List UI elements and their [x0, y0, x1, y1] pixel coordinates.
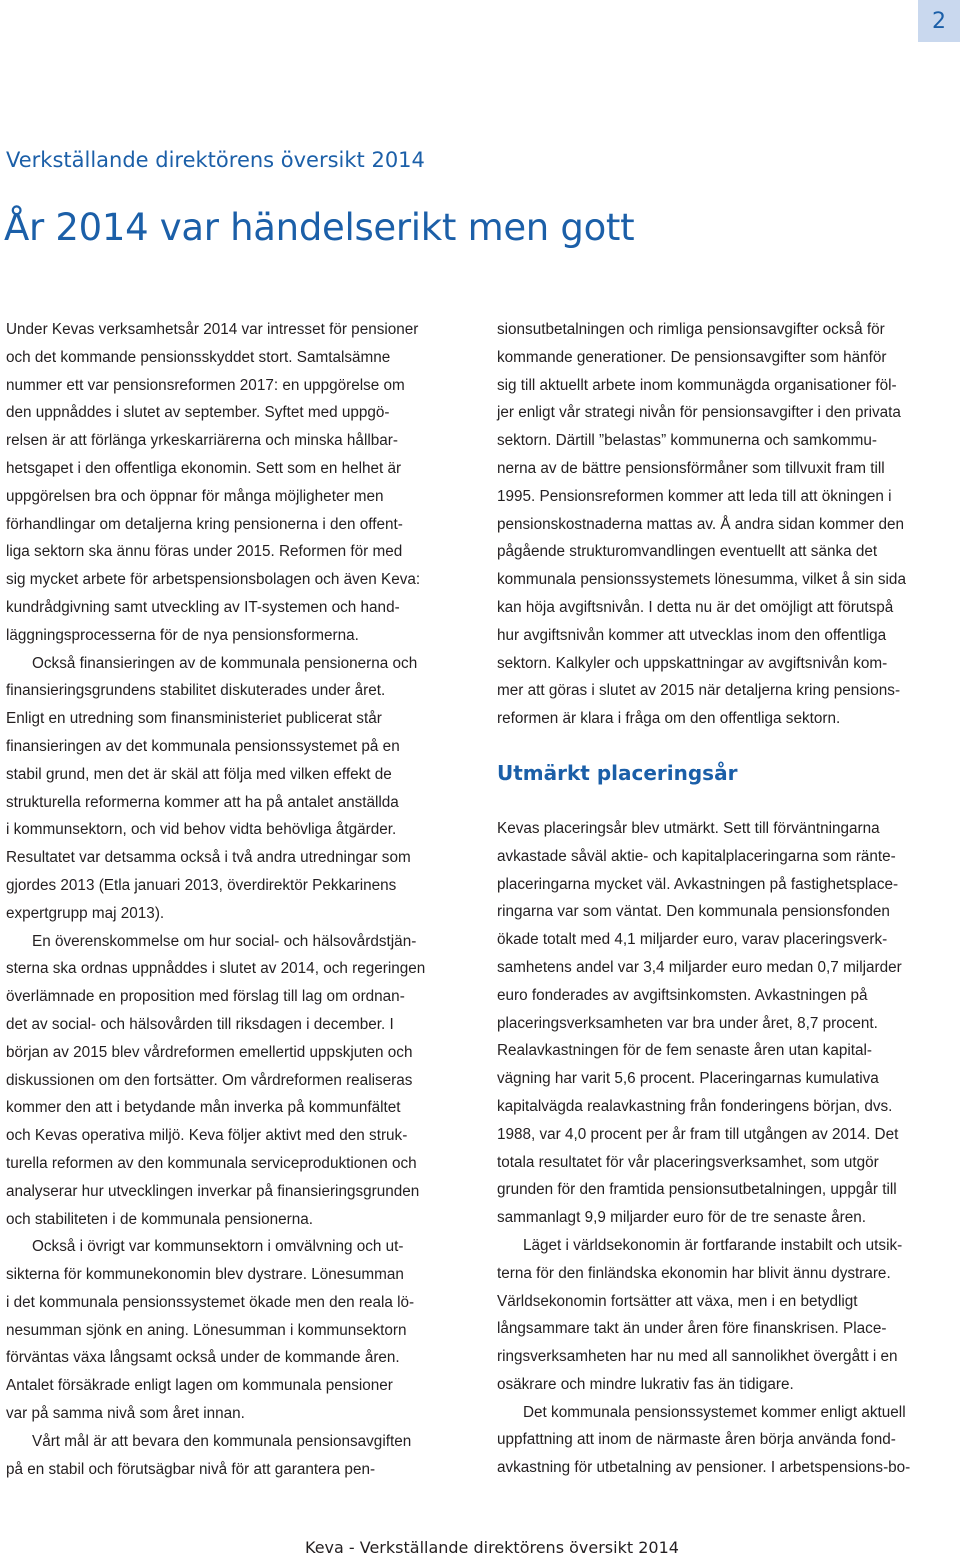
right-column-top-text: [497, 316, 955, 733]
text-line: euro fonderades av avgiftsinkomsten. Avkastningen på: [497, 986, 868, 1004]
section-title: Verkställande direktörens översikt 2014: [6, 148, 425, 172]
text-line: 1988, var 4,0 procent per år fram till utgången av 2014. Det: [497, 1125, 899, 1143]
text-line: på en stabil och förutsägbar nivå för att garantera pen-: [6, 1460, 376, 1478]
text-line: överlämnade en proposition med förslag till lag om ordnan-: [6, 988, 405, 1006]
text-line: förhandlingar om detaljerna kring pensionerna i den offent-: [6, 515, 403, 533]
text-line: kundrådgivning samt utveckling av IT-systemen och hand-: [6, 598, 400, 616]
text-line: Enligt en utredning som finansministeriet publicerat står: [6, 710, 382, 728]
text-line: i kommunsektorn, och vid behov vidta behövliga åtgärder.: [6, 821, 397, 839]
text-line: Läget i världsekonomin är fortfarande instabilt och utsik-: [523, 1236, 903, 1254]
text-line: stabil grund, men det är skäl att följa med vilken effekt de: [6, 765, 392, 783]
text-line: totala resultatet för vår placeringsverksamhet, som utgör: [497, 1153, 879, 1171]
text-line: avkastning för utbetalning av pensioner. I arbetspensions-bo-: [497, 1459, 911, 1477]
text-line: Resultatet var detsamma också i två andra utredningar som: [6, 849, 411, 867]
text-line: expertgrupp maj 2013).: [6, 904, 165, 922]
text-line: förväntas växa långsamt också under de kommande åren.: [6, 1349, 400, 1367]
text-line: kommande generationer. De pensionsavgifter som hänför: [497, 348, 887, 366]
text-line: osäkrare och mindre lukrativ fas än tidigare.: [497, 1375, 794, 1393]
text-line: och stabiliteten i de kommunala pensionerna.: [6, 1210, 313, 1228]
text-line: avkastade såväl aktie- och kapitalplaceringarna som ränte-: [497, 847, 896, 865]
right-column-bottom-text: [497, 815, 955, 1482]
text-line: finansieringsgrundens stabilitet diskuterades under året.: [6, 682, 386, 700]
main-heading: År 2014 var händelserikt men gott: [4, 206, 635, 249]
text-line: Antalet försäkrade enligt lagen om kommunala pensioner: [6, 1377, 393, 1395]
text-line: finansieringen av det kommunala pensionssystemet på en: [6, 737, 400, 755]
text-line: pensionskostnaderna mattas av. Å andra sidan kommer den: [497, 515, 905, 533]
text-line: nummer ett var pensionsreformen 2017: en uppgörelse om: [6, 376, 405, 394]
text-line: Kevas placeringsår blev utmärkt. Sett till förväntningarna: [497, 819, 880, 837]
text-line: sammanlagt 9,9 miljarder euro för de tre senaste åren.: [497, 1209, 867, 1227]
text-line: jer enligt vår strategi nivån för pensionsavgifter i den privata: [497, 404, 901, 422]
text-line: placeringsverksamheten var bra under året, 8,7 procent.: [497, 1014, 878, 1032]
text-line: analyserar hur utvecklingen inverkar på finansieringsgrunden: [6, 1182, 420, 1200]
text-line: och det kommande pensionsskyddet stort. Samtalsämne: [6, 348, 391, 366]
text-line: liga sektorn ska ännu föras under 2015. Reformen för med: [6, 543, 403, 561]
text-line: sikterna för kommunekonomin blev dystrare. Lönesumman: [6, 1266, 404, 1284]
text-line: uppfattning att inom de närmaste åren börja använda fond-: [497, 1431, 896, 1449]
text-line: relsen är att förlänga yrkeskarriärerna och minska hållbar-: [6, 432, 398, 450]
text-line: sig till aktuellt arbete inom kommunägda organisationer föl-: [497, 376, 897, 394]
text-line: läggningsprocesserna för de nya pensionsformerna.: [6, 626, 359, 644]
text-line: Världsekonomin fortsätter att växa, men i en betydligt: [497, 1292, 858, 1310]
text-line: gjordes 2013 (Etla januari 2013, överdirektör Pekkarinens: [6, 876, 397, 894]
text-line: det av social- och hälsovården till riksdagen i december. I: [6, 1015, 394, 1033]
text-line: sektorn. Därtill ”belastas” kommunerna och samkommu-: [497, 432, 877, 450]
text-line: Också finansieringen av de kommunala pensionerna och: [32, 654, 418, 672]
text-line: mer att göras i slutet av 2015 när detaljerna kring pensions-: [497, 682, 901, 700]
text-line: terna för den finländska ekonomin har blivit ännu dystrare.: [497, 1264, 891, 1282]
text-line: uppgörelsen bra och öppnar för många möjligheter men: [6, 487, 384, 505]
text-line: grunden för den framtida pensionsutbetalningen, uppgår till: [497, 1181, 897, 1199]
text-line: ringsverksamheten har nu med all sannolikhet övergått i en: [497, 1348, 898, 1366]
text-line: pågående strukturomvandlingen eventuellt att sänka det: [497, 543, 878, 561]
text-line: början av 2015 blev vårdreformen emellertid uppskjuten och: [6, 1043, 413, 1061]
text-line: långsammare takt än under åren före finanskrisen. Place-: [497, 1320, 887, 1338]
text-line: kapitalvägda realavkastning från fonderingens början, dvs.: [497, 1097, 893, 1115]
text-line: och Kevas operativa miljö. Keva följer aktivt med den struk-: [6, 1127, 408, 1145]
subheading-placement-year: Utmärkt placeringsår: [497, 760, 738, 785]
text-line: En överenskommelse om hur social- och hälsovårdstjän-: [32, 932, 417, 950]
page-number-badge: 2: [918, 0, 960, 42]
text-line: sektorn. Kalkyler och uppskattningar av avgiftsnivån kom-: [497, 654, 888, 672]
text-line: Under Kevas verksamhetsår 2014 var intresset för pensioner: [6, 321, 419, 338]
text-line: Också i övrigt var kommunsektorn i omvälvning och ut-: [32, 1238, 404, 1256]
text-line: samhetens andel var 3,4 miljarder euro medan 0,7 miljarder: [497, 958, 902, 976]
text-line: kan höja avgiftsnivån. I detta nu är det omöjligt att förutspå: [497, 598, 894, 616]
text-line: 1995. Pensionsreformen kommer att leda till att ökningen i: [497, 487, 892, 505]
text-line: sterna ska ordnas uppnåddes i slutet av 2014, och regeringen: [6, 960, 426, 978]
text-line: nerna av de bättre pensionsförmåner som tillvuxit fram till: [497, 459, 885, 477]
right-column: [497, 316, 955, 1482]
text-line: diskussionen om den fortsätter. Om vårdreformen realiseras: [6, 1071, 413, 1089]
text-line: Det kommunala pensionssystemet kommer enligt aktuell: [523, 1403, 906, 1421]
text-line: ökade totalt med 4,1 miljarder euro, varav placeringsverk-: [497, 931, 888, 949]
text-line: Vårt mål är att bevara den kommunala pensionsavgiften: [32, 1432, 412, 1450]
text-line: kommer den att i betydande mån inverka på kommunfältet: [6, 1099, 401, 1117]
text-line: sig mycket arbete för arbetspensionsbolagen och även Keva:: [6, 571, 421, 589]
text-line: i det kommunala pensionssystemet ökade men den reala lö-: [6, 1293, 415, 1311]
text-line: turella reformen av den kommunala serviceproduktionen och: [6, 1154, 417, 1172]
page-footer: Keva - Verkställande direktörens översikt 2014: [305, 1538, 679, 1557]
text-line: reformen är klara i fråga om den offentliga sektorn.: [497, 710, 841, 728]
text-line: ringarna var som väntat. Den kommunala pensionsfonden: [497, 903, 890, 921]
text-line: vägning har varit 5,6 procent. Placeringarnas kumulativa: [497, 1070, 879, 1088]
text-line: strukturella reformerna kommer att ha på antalet anställda: [6, 793, 399, 811]
text-line: Realavkastningen för de fem senaste åren utan kapital-: [497, 1042, 872, 1060]
text-line: hetsgapet i den offentliga ekonomin. Sett som en helhet är: [6, 459, 402, 477]
text-line: sionsutbetalningen och rimliga pensionsavgifter också för: [497, 321, 885, 338]
text-line: kommunala pensionssystemets lönesumma, vilket å sin sida: [497, 571, 906, 589]
text-line: placeringarna mycket väl. Avkastningen på fastighetsplace-: [497, 875, 899, 893]
left-column: [6, 316, 468, 1483]
text-line: nesumman sjönk en aning. Lönesumman i kommunsektorn: [6, 1321, 407, 1339]
text-line: hur avgiftsnivån kommer att utvecklas inom den offentliga: [497, 626, 887, 644]
text-line: den uppnåddes i slutet av september. Syftet med uppgö-: [6, 404, 390, 422]
text-line: var på samma nivå som året innan.: [6, 1405, 245, 1423]
